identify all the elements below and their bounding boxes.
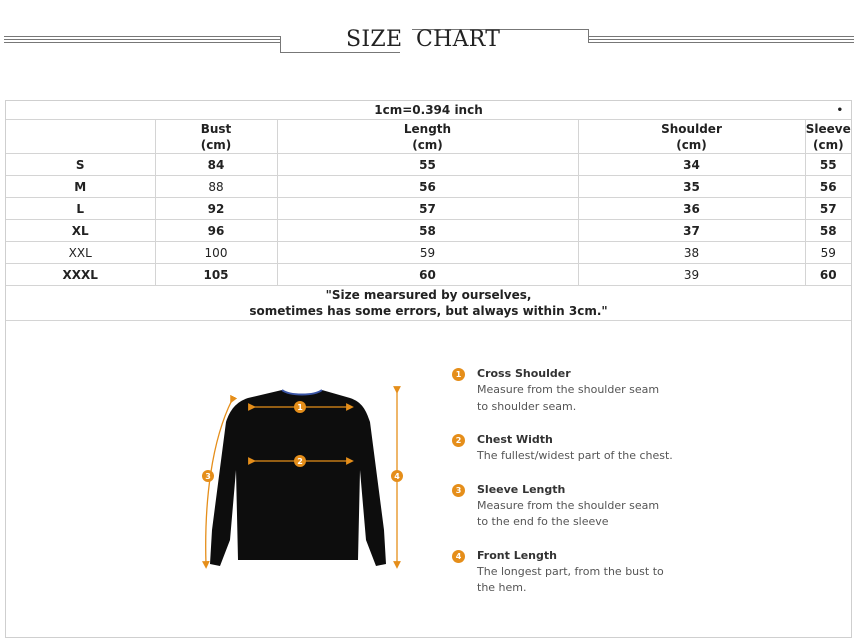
cell-bust: 105 [155,264,277,286]
header-size [6,120,155,154]
table-row [6,242,851,264]
marker-3: 3 [205,472,211,481]
cell-shoulder: 36 [578,198,805,220]
marker-2: 2 [297,457,303,466]
cell-sleeve: 55 [805,154,851,176]
cell-sleeve: 58 [805,220,851,242]
cell-shoulder: 37 [578,220,805,242]
cell-bust: 84 [155,154,277,176]
header-length: Length (cm) [277,120,578,154]
title-banner [0,24,860,56]
cell-bust: 92 [155,198,277,220]
sweater-diagram [190,380,420,580]
legend-desc: The longest part, from the bust to [477,564,664,578]
number-badge: 2 [452,434,465,447]
corner-mark: • [836,105,844,116]
legend-desc: The fullest/widest part of the chest. [477,449,673,462]
legend-title: Cross Shoulder [477,367,571,380]
measurement-legend [452,366,712,597]
garment-illustration [190,380,420,580]
header-shoulder: Shoulder (cm) [578,120,805,154]
legend-desc: to shoulder seam. [477,399,577,413]
table-row [6,198,851,220]
legend-title: Sleeve Length [477,482,566,496]
cell-size: M [6,176,155,198]
cell-sleeve: 56 [805,176,851,198]
sweater-shape [210,390,386,566]
table-row [6,264,851,286]
cell-size: XL [6,220,155,242]
legend-desc: Measure from the shoulder seam [477,383,660,396]
unit-note: 1cm=0.394 inch [374,103,483,117]
legend-title: Chest Width [477,433,553,446]
table-row [6,176,851,198]
number-badge: 4 [452,550,465,563]
cell-shoulder: 38 [578,242,805,264]
cell-length: 59 [277,242,578,264]
number-badge: 3 [452,484,465,497]
cell-bust: 88 [155,176,277,198]
cell-size: L [6,198,155,220]
cell-shoulder: 39 [578,264,805,286]
legend-item-chest-width [452,432,712,465]
legend-title: Front Length [477,548,557,562]
cell-size: XXXL [6,264,155,286]
cell-length: 57 [277,198,578,220]
size-table [6,101,851,321]
cell-size: S [6,154,155,176]
legend-item-front-length [452,548,712,597]
cell-length: 58 [277,220,578,242]
cell-length: 60 [277,264,578,286]
header-sleeve: Sleeve (cm) [805,121,851,152]
marker-4: 4 [394,472,400,481]
cell-sleeve: 60 [805,264,851,286]
marker-1: 1 [297,403,303,412]
legend-desc: the hem. [477,581,527,594]
cell-length: 55 [277,154,578,176]
cell-size: XXL [6,242,155,264]
legend-desc: Measure from the shoulder seam [477,498,660,512]
number-badge: 1 [452,368,465,381]
title-size: SIZE [346,27,403,52]
cell-bust: 100 [155,242,277,264]
cell-shoulder: 34 [578,154,805,176]
cell-sleeve: 57 [805,198,851,220]
header-bust: Bust (cm) [155,120,277,154]
cell-shoulder: 35 [578,176,805,198]
table-header-row [6,120,851,154]
legend-item-sleeve-length [452,482,712,531]
cell-sleeve: 59 [805,242,851,264]
title-chart: CHART [416,27,501,52]
legend-item-cross-shoulder [452,366,712,415]
table-row [6,220,851,242]
table-row [6,154,851,176]
unit-conversion [6,101,851,120]
measurement-note: "Size mearsured by ourselves, sometimes has some errors, but always within 3cm." [6,286,851,321]
cell-bust: 96 [155,220,277,242]
size-chart [5,100,852,638]
cell-length: 56 [277,176,578,198]
legend-desc: to the end fo the sleeve [477,515,609,528]
